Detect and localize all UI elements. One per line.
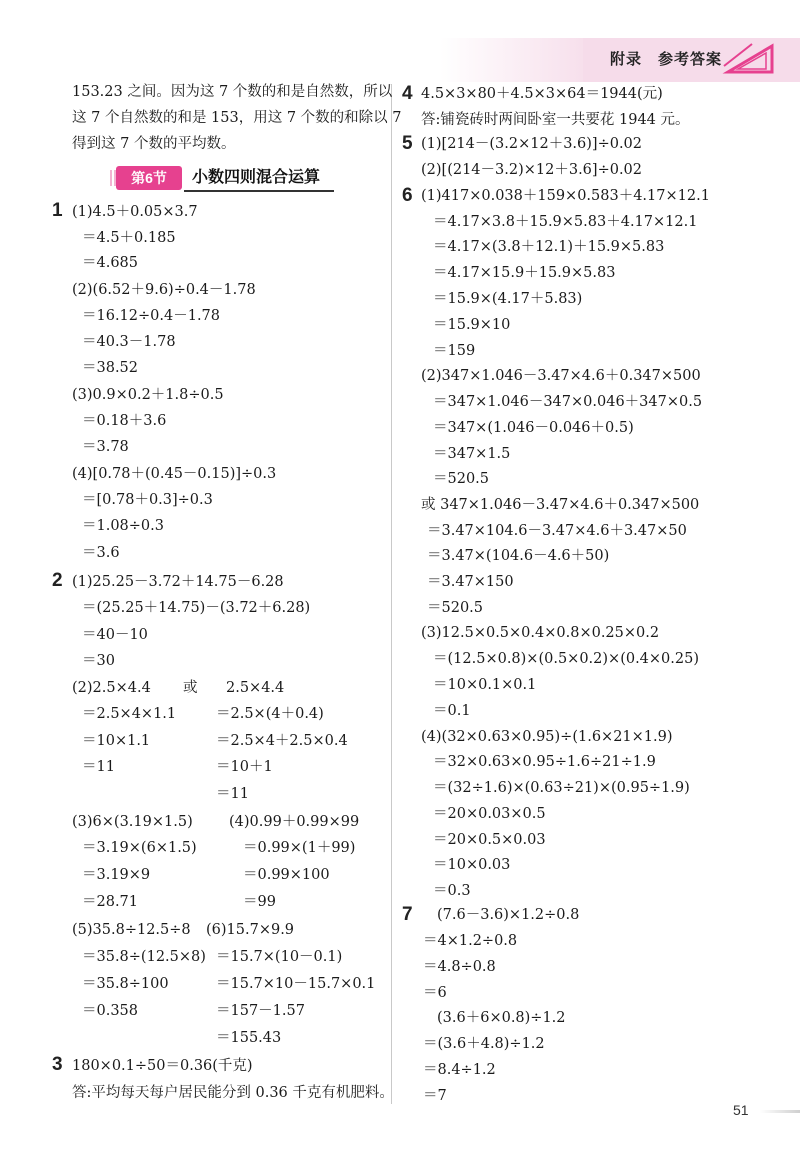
q2-line: ＝10×1.1 — [82, 733, 151, 749]
q2-line: ＝28.71 — [82, 894, 139, 910]
question-number: 1 — [52, 200, 63, 221]
q1-line: ＝4.5＋0.185 — [82, 230, 176, 246]
question-number: 3 — [52, 1054, 63, 1075]
q6-line: ＝347×1.046－347×0.046＋347×0.5 — [433, 394, 703, 410]
q7-line: (3.6＋6×0.8)÷1.2 — [437, 1010, 566, 1026]
q4-line: 4.5×3×80＋4.5×3×64＝1944(元) — [421, 86, 663, 102]
q7-line: ＝8.4÷1.2 — [423, 1062, 496, 1078]
q2-line: ＝35.8÷100 — [82, 976, 169, 992]
q2-line: ＝11 — [216, 786, 249, 802]
page-number-bar — [760, 1110, 800, 1113]
question-number: 5 — [402, 133, 413, 154]
q1-line: ＝1.08÷0.3 — [82, 518, 164, 534]
q6-line: ＝(32÷1.6)×(0.63÷21)×(0.95÷1.9) — [433, 780, 690, 796]
q6-line: ＝4.17×(3.8＋12.1)＋15.9×5.83 — [433, 239, 665, 255]
q1-line: ＝40.3－1.78 — [82, 334, 176, 350]
q6-line: (4)(32×0.63×0.95)÷(1.6×21×1.9) — [421, 729, 673, 745]
q1-line: ＝0.18＋3.6 — [82, 413, 167, 429]
q2-line: ＝(25.25＋14.75)－(3.72＋6.28) — [82, 600, 311, 616]
section-badge: 第6节 — [116, 166, 182, 190]
q2-line: ＝30 — [82, 653, 115, 669]
q3-line: 180×0.1÷50＝0.36(千克) — [72, 1058, 253, 1074]
q2-line: ＝0.99×100 — [243, 867, 330, 883]
q6-line: ＝10×0.1×0.1 — [433, 677, 537, 693]
page-number: 51 — [733, 1102, 749, 1118]
q7-line: ＝6 — [423, 985, 447, 1001]
intro-line: 153.23 之间。因为这 7 个数的和是自然数，所以 — [72, 84, 393, 100]
q6-line: (2)347×1.046－3.47×4.6＋0.347×500 — [421, 368, 701, 384]
question-number: 6 — [402, 185, 413, 206]
q6-line: ＝3.47×150 — [427, 574, 514, 590]
q6-line: (1)417×0.038＋159×0.583＋4.17×12.1 — [421, 188, 710, 204]
intro-line: 这 7 个自然数的和是 153，用这 7 个数的和除以 7 — [72, 110, 402, 126]
q7-line: ＝7 — [423, 1088, 447, 1104]
triangle-ruler-icon — [722, 42, 778, 76]
q5-line: (2)[(214－3.2)×12＋3.6]÷0.02 — [421, 162, 642, 178]
q1-line: ＝3.6 — [82, 545, 120, 561]
q1-line: ＝4.685 — [82, 255, 139, 271]
q6-line: ＝0.3 — [433, 883, 471, 899]
q6-line: ＝3.47×104.6－3.47×4.6＋3.47×50 — [427, 523, 687, 539]
q6-line: 或 347×1.046－3.47×4.6＋0.347×500 — [421, 497, 700, 513]
section-title: 小数四则混合运算 — [192, 169, 321, 186]
q7-line: (7.6－3.6)×1.2÷0.8 — [437, 907, 580, 923]
q3-answer: 答:平均每天每户居民能分到 0.36 千克有机肥料。 — [72, 1085, 394, 1101]
q2-line: (4)0.99＋0.99×99 — [229, 814, 360, 830]
q2-line: (2)2.5×4.4 — [72, 680, 151, 696]
q2-line: ＝11 — [82, 759, 115, 775]
q2-line: (3)6×(3.19×1.5) — [72, 814, 193, 830]
q6-line: ＝20×0.03×0.5 — [433, 806, 546, 822]
q6-line: ＝4.17×15.9＋15.9×5.83 — [433, 265, 616, 281]
q2-line: 2.5×4.4 — [226, 680, 285, 696]
q5-line: (1)[214－(3.2×12＋3.6)]÷0.02 — [421, 136, 642, 152]
q6-line: ＝159 — [433, 343, 476, 359]
q4-answer: 答:铺瓷砖时两间卧室一共要花 1944 元。 — [421, 112, 690, 128]
question-number: 2 — [52, 570, 63, 591]
q6-line: ＝347×1.5 — [433, 446, 511, 462]
or-label: 或 — [183, 680, 198, 696]
q2-line: ＝3.19×9 — [82, 867, 151, 883]
q2-line: ＝0.99×(1＋99) — [243, 840, 356, 856]
q2-line: ＝15.7×(10－0.1) — [216, 949, 343, 965]
q2-line: ＝35.8÷(12.5×8) — [82, 949, 206, 965]
intro-line: 得到这 7 个数的平均数。 — [72, 136, 236, 152]
q6-line: ＝0.1 — [433, 703, 471, 719]
section-heading — [110, 166, 332, 192]
header-band-fade — [440, 38, 600, 82]
q2-line: ＝99 — [243, 894, 276, 910]
section-underline — [184, 190, 334, 192]
q2-line: (1)25.25－3.72＋14.75－6.28 — [72, 574, 284, 590]
q7-line: ＝4×1.2÷0.8 — [423, 933, 518, 949]
question-number: 7 — [402, 904, 413, 925]
q1-line: ＝3.78 — [82, 439, 129, 455]
q1-line: (3)0.9×0.2＋1.8÷0.5 — [72, 387, 224, 403]
q1-line: ＝16.12÷0.4－1.78 — [82, 308, 221, 324]
q6-line: ＝10×0.03 — [433, 857, 511, 873]
q1-line: ＝38.52 — [82, 360, 139, 376]
q6-line: ＝(12.5×0.8)×(0.5×0.2)×(0.4×0.25) — [433, 651, 699, 667]
q2-line: ＝3.19×(6×1.5) — [82, 840, 197, 856]
q2-line: (6)15.7×9.9 — [206, 922, 295, 938]
q2-line: ＝40－10 — [82, 627, 148, 643]
q2-line: (5)35.8÷12.5÷8 — [72, 922, 191, 938]
q6-line: ＝15.9×(4.17＋5.83) — [433, 291, 583, 307]
q2-line: ＝15.7×10－15.7×0.1 — [216, 976, 376, 992]
q1-line: (1)4.5＋0.05×3.7 — [72, 204, 198, 220]
q6-line: ＝4.17×3.8＋15.9×5.83＋4.17×12.1 — [433, 214, 698, 230]
q1-line: (4)[0.78＋(0.45－0.15)]÷0.3 — [72, 466, 277, 482]
q6-line: ＝3.47×(104.6－4.6＋50) — [427, 548, 610, 564]
q7-line: ＝4.8÷0.8 — [423, 959, 496, 975]
q1-line: ＝[0.78＋0.3]÷0.3 — [82, 492, 213, 508]
q2-line: ＝2.5×4×1.1 — [82, 706, 177, 722]
q2-line: ＝0.358 — [82, 1003, 139, 1019]
q2-line: ＝2.5×4＋2.5×0.4 — [216, 733, 348, 749]
q2-line: ＝155.43 — [216, 1030, 282, 1046]
q6-line: ＝520.5 — [433, 471, 490, 487]
question-number: 4 — [402, 83, 413, 104]
q6-line: ＝347×(1.046－0.046＋0.5) — [433, 420, 634, 436]
q1-line: (2)(6.52＋9.6)÷0.4－1.78 — [72, 282, 256, 298]
q2-line: ＝157－1.57 — [216, 1003, 305, 1019]
column-divider — [391, 84, 392, 1104]
q6-line: ＝20×0.5×0.03 — [433, 832, 546, 848]
q2-line: ＝10＋1 — [216, 759, 273, 775]
q6-line: (3)12.5×0.5×0.4×0.8×0.25×0.2 — [421, 625, 660, 641]
q6-line: ＝15.9×10 — [433, 317, 511, 333]
q6-line: ＝520.5 — [427, 600, 484, 616]
header-title: 附录 参考答案 — [610, 51, 723, 68]
q6-line: ＝32×0.63×0.95÷1.6÷21÷1.9 — [433, 754, 656, 770]
q2-line: ＝2.5×(4＋0.4) — [216, 706, 324, 722]
q7-line: ＝(3.6＋4.8)÷1.2 — [423, 1036, 545, 1052]
